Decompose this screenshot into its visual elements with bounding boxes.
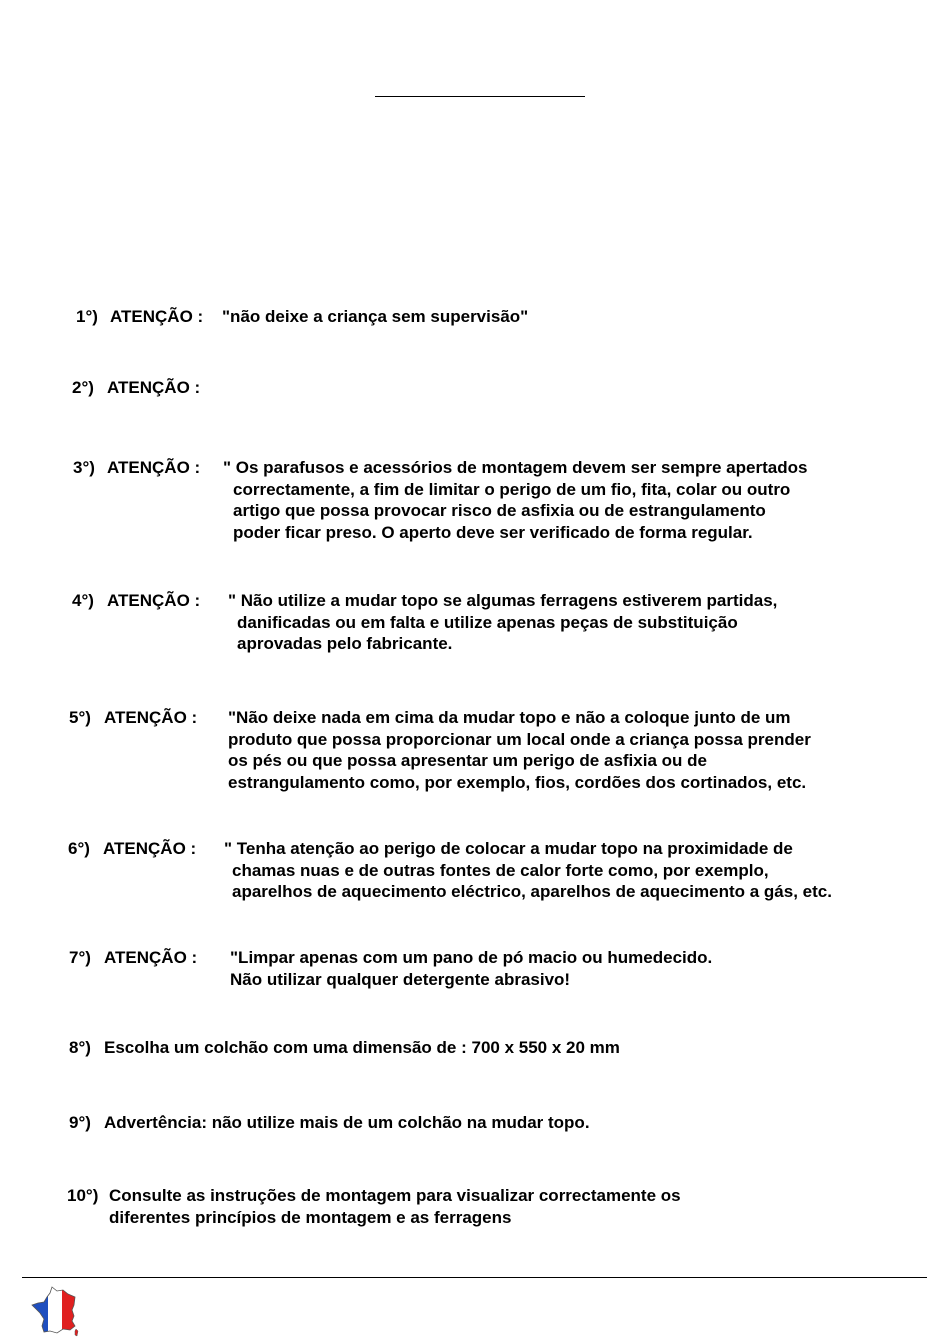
footer-rule bbox=[22, 1277, 927, 1278]
item-number: 2°) bbox=[72, 378, 94, 397]
item-text-line: estrangulamento como, por exemplo, fios, cordões dos cortinados, etc. bbox=[228, 772, 807, 792]
item-number: 5°) bbox=[69, 708, 91, 727]
item-text-line: chamas nuas e de outras fontes de calor forte como, por exemplo, bbox=[232, 860, 769, 880]
france-map-flag-icon bbox=[30, 1285, 80, 1337]
item-label: ATENÇÃO : bbox=[107, 378, 201, 397]
item-text-line: poder ficar preso. O aperto deve ser verificado de forma regular. bbox=[233, 522, 753, 542]
item-text-line: aprovadas pelo fabricante. bbox=[237, 634, 453, 653]
item-text-line: aparelhos de aquecimento eléctrico, aparelhos de aquecimento a gás, etc. bbox=[232, 882, 832, 901]
item-text-line: "não deixe a criança sem supervisão" bbox=[222, 307, 529, 326]
item-text-line: Escolha um colchão com uma dimensão de : 700 x 550 x 20 mm bbox=[104, 1038, 620, 1057]
item-number: 3°) bbox=[73, 458, 95, 477]
item-text-line: os pés ou que possa apresentar um perigo de asfixia ou de bbox=[228, 751, 707, 770]
item-label: ATENÇÃO : bbox=[107, 458, 201, 477]
item-text-line: correctamente, a fim de limitar o perigo de um fio, fita, colar ou outro bbox=[233, 479, 791, 499]
item-number: 1°) bbox=[76, 307, 98, 326]
item-text-line: " Tenha atenção ao perigo de colocar a mudar topo na proximidade de bbox=[224, 839, 793, 858]
item-text-line: produto que possa proporcionar um local onde a criança possa prender bbox=[228, 729, 811, 749]
item-text-line: Não utilizar qualquer detergente abrasivo! bbox=[230, 969, 571, 989]
item-label: ATENÇÃO : bbox=[107, 591, 201, 610]
item-text-line: "Limpar apenas com um pano de pó macio ou humedecido. bbox=[230, 948, 713, 967]
item-label: ATENÇÃO : bbox=[110, 307, 204, 326]
item-text-line: Consulte as instruções de montagem para visualizar correctamente os bbox=[109, 1186, 681, 1205]
item-text-line: artigo que possa provocar risco de asfixia ou de estrangulamento bbox=[233, 501, 766, 520]
item-number: 8°) bbox=[69, 1038, 91, 1057]
item-text-line: diferentes princípios de montagem e as ferragens bbox=[109, 1207, 512, 1227]
header-rule bbox=[375, 96, 585, 97]
item-number: 7°) bbox=[69, 948, 91, 967]
item-label: ATENÇÃO : bbox=[103, 839, 197, 858]
item-label: ATENÇÃO : bbox=[104, 948, 198, 967]
item-text-line: danificadas ou em falta e utilize apenas peças de substituição bbox=[237, 612, 738, 632]
item-number: 9°) bbox=[69, 1113, 91, 1132]
item-number: 10°) bbox=[67, 1186, 99, 1205]
item-text-line: "Não deixe nada em cima da mudar topo e não a coloque junto de um bbox=[228, 708, 791, 727]
item-text-line: " Os parafusos e acessórios de montagem devem ser sempre apertados bbox=[223, 458, 808, 477]
item-text-line: " Não utilize a mudar topo se algumas ferragens estiverem partidas, bbox=[228, 591, 778, 610]
item-number: 6°) bbox=[68, 839, 90, 858]
item-label: ATENÇÃO : bbox=[104, 708, 198, 727]
item-number: 4°) bbox=[72, 591, 94, 610]
item-text-line: Advertência: não utilize mais de um colchão na mudar topo. bbox=[104, 1113, 590, 1132]
